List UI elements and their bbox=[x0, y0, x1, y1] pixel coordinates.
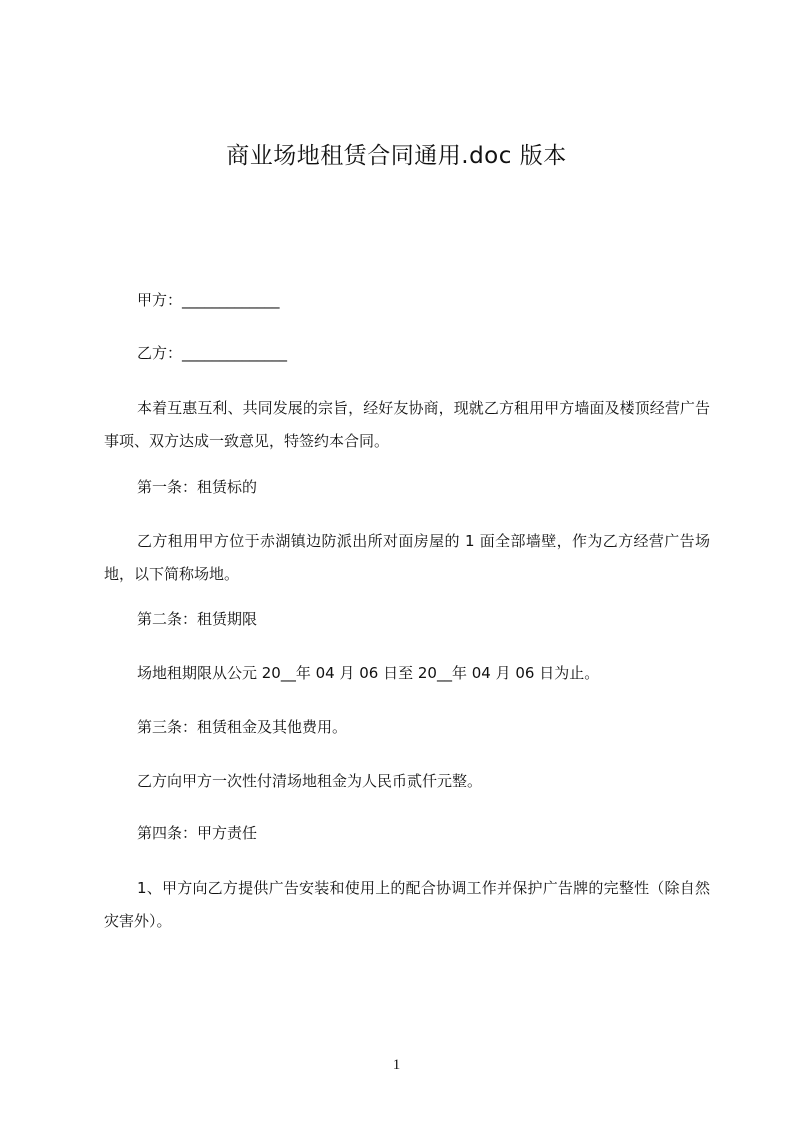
article-4-heading: 第四条：甲方责任 bbox=[137, 824, 258, 842]
document-title: 商业场地租赁合同通用.doc 版本 bbox=[226, 143, 567, 169]
article-4-item-1: 1、甲方向乙方提供广告安装和使用上的配合协调工作并保护广告牌的完整性（除自然灾害外）。 bbox=[104, 879, 710, 930]
page-number: 1 bbox=[392, 1057, 401, 1073]
article-3-heading: 第三条：租赁租金及其他费用。 bbox=[137, 718, 348, 736]
party-b-line: 乙方：______________ bbox=[137, 344, 288, 362]
article-3-text: 乙方向甲方一次性付清场地租金为人民币贰仟元整。 bbox=[137, 772, 483, 790]
article-2-text: 场地租期限从公元 20__年 04 月 06 日至 20__年 04 月 06 日为止。 bbox=[137, 664, 600, 682]
intro-paragraph: 本着互惠互利、共同发展的宗旨，经好友协商，现就乙方租用甲方墙面及楼顶经营广告事项、双方达成一致意见，特签约本合同。 bbox=[104, 399, 710, 450]
party-a-line: 甲方：_____________ bbox=[137, 291, 280, 309]
article-2-heading: 第二条：租赁期限 bbox=[137, 610, 258, 628]
article-1-heading: 第一条：租赁标的 bbox=[137, 478, 258, 496]
article-1-text: 乙方租用甲方位于赤湖镇边防派出所对面房屋的 1 面全部墙壁，作为乙方经营广告场地，以下简称场地。 bbox=[104, 532, 710, 583]
